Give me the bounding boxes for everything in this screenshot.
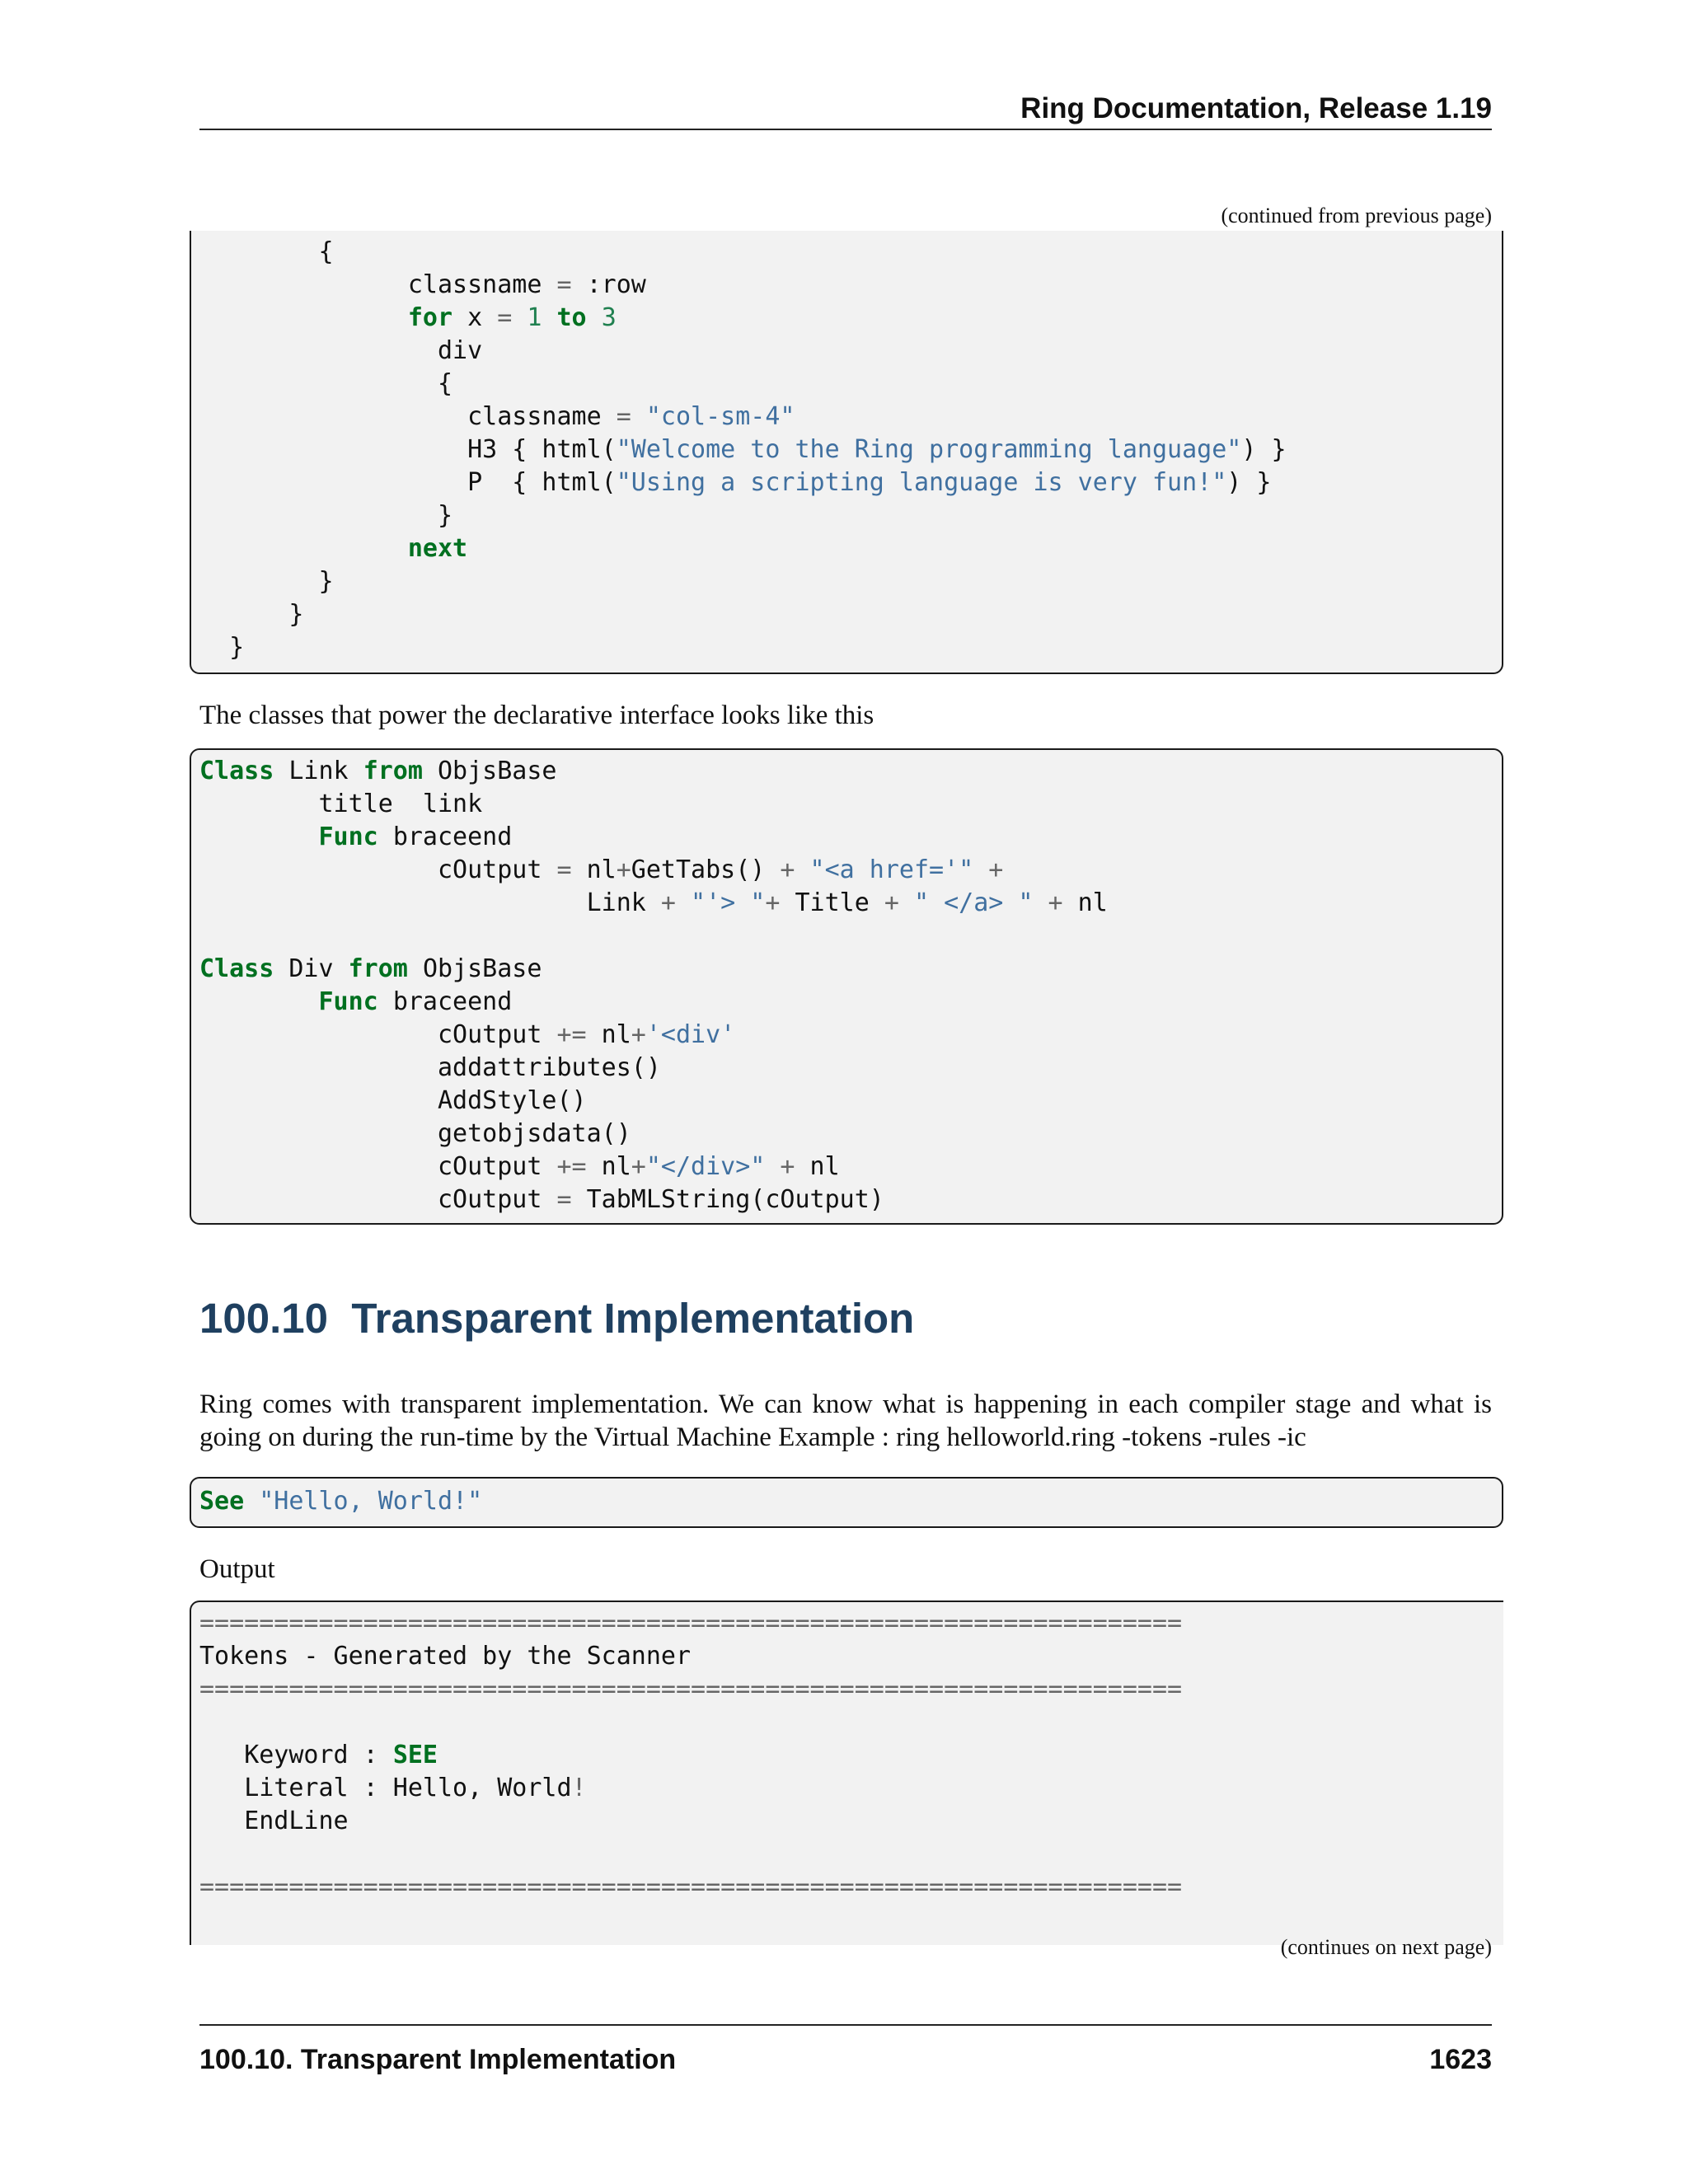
- footer-rule: [199, 2024, 1492, 2026]
- page-number: 1623: [1429, 2044, 1492, 2075]
- code-block-classes: [190, 748, 1503, 1225]
- code-text: ================================================================== Tokens - Generated by the Scanner ================================================================== Keyword : SEE Literal : Hello, World! EndLine ==================================================================: [199, 1609, 1183, 1901]
- continues-on-note: (continues on next page): [1280, 1935, 1492, 1959]
- intro-paragraph: The classes that power the declarative interface looks like this: [199, 701, 874, 730]
- code-block-continued: [190, 231, 1503, 674]
- section-title: Transparent Implementation: [351, 1295, 915, 1342]
- output-label: Output: [199, 1554, 275, 1584]
- code-block-output: [190, 1601, 1503, 1945]
- code-text: Class Link from ObjsBase title link Func braceend cOutput = nl+GetTabs() + "<a href='" + Link + "'> "+ Title + " </a> " + nl Class Div from ObjsBase Func braceend cOutput += nl+'<div' addattributes() AddStyle() getobjsdata() cOutput += nl+"</div>" + nl cOutput = TabMLString(cOutput): [199, 757, 1108, 1214]
- continued-from-note: (continued from previous page): [1221, 204, 1492, 227]
- code-text: { classname = :row for x = 1 to 3 div { classname = "col-sm-4" H3 { html("Welcome to the Ring programming language") } P { html("Using a scripting language is very fun!") } } next } } }: [229, 237, 1287, 662]
- header-rule: [199, 129, 1492, 130]
- body-paragraph: Ring comes with transparent implementation. We can know what is happening in each compiler stage and what is going on during the run-time by the Virtual Machine Example : ring helloworld.ring -tokens -rules -ic: [199, 1390, 1492, 1452]
- section-heading: [199, 1294, 914, 1343]
- code-block-see: [190, 1477, 1503, 1528]
- running-header: Ring Documentation, Release 1.19: [1020, 92, 1492, 124]
- footer-section-title: 100.10. Transparent Implementation: [199, 2044, 677, 2075]
- code-text: See "Hello, World!": [199, 1487, 483, 1516]
- section-number: 100.10: [199, 1295, 328, 1342]
